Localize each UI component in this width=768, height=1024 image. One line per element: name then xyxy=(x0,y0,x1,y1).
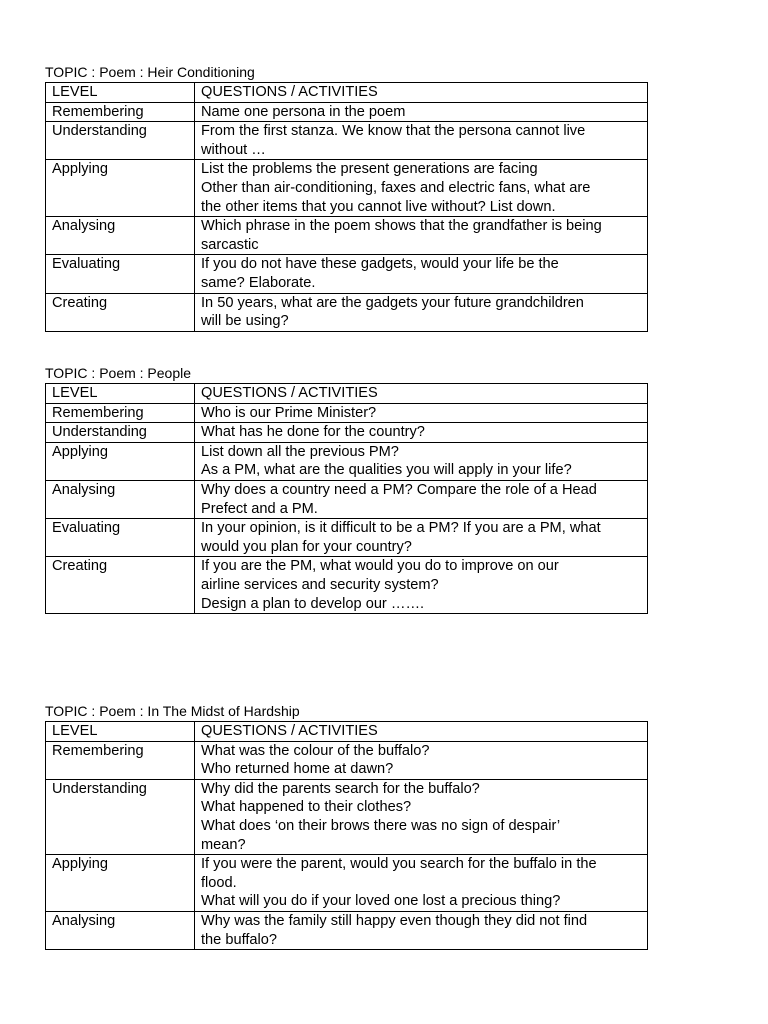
questions-table xyxy=(45,82,648,332)
topic-title: TOPIC : Poem : People xyxy=(45,365,192,381)
question-line: As a PM, what are the qualities you will apply in your life? xyxy=(201,462,572,479)
topic-section xyxy=(45,365,647,614)
level-column-header: LEVEL xyxy=(46,722,195,742)
question-line: Why does a country need a PM? Compare the role of a Head xyxy=(201,481,597,498)
question-line: mean? xyxy=(201,836,246,853)
table-header-row xyxy=(46,83,648,103)
table-row xyxy=(46,423,648,443)
question-line: airline services and security system? xyxy=(201,576,439,593)
question-cell xyxy=(195,423,648,443)
question-line: Why did the parents search for the buffalo? xyxy=(201,780,480,797)
table-row xyxy=(46,102,648,122)
question-line: Other than air-conditioning, faxes and electric fans, what are xyxy=(201,179,591,196)
level-cell: Understanding xyxy=(46,122,195,160)
questions-column-header: QUESTIONS / ACTIVITIES xyxy=(195,722,648,742)
level-cell: Creating xyxy=(46,293,195,331)
question-cell xyxy=(195,911,648,949)
question-line: List down all the previous PM? xyxy=(201,443,399,460)
table-row xyxy=(46,741,648,779)
table-row xyxy=(46,519,648,557)
table-row xyxy=(46,557,648,614)
question-cell xyxy=(195,102,648,122)
table-header-row xyxy=(46,722,648,742)
topic-title: TOPIC : Poem : Heir Conditioning xyxy=(45,64,255,80)
table-row xyxy=(46,255,648,293)
question-line: In your opinion, is it difficult to be a PM? If you are a PM, what xyxy=(201,520,601,537)
questions-column-header: QUESTIONS / ACTIVITIES xyxy=(195,83,648,103)
question-cell xyxy=(195,442,648,480)
table-row xyxy=(46,122,648,160)
question-cell xyxy=(195,160,648,217)
question-line: If you were the parent, would you search for the buffalo in the xyxy=(201,856,597,873)
table-row xyxy=(46,779,648,854)
question-line: What happened to their clothes? xyxy=(201,799,412,816)
question-cell xyxy=(195,557,648,614)
question-line: List the problems the present generations are facing xyxy=(201,161,538,178)
question-cell xyxy=(195,293,648,331)
question-line: If you do not have these gadgets, would your life be the xyxy=(201,256,559,273)
question-cell xyxy=(195,122,648,160)
questions-table xyxy=(45,383,648,614)
question-cell xyxy=(195,741,648,779)
question-line: the buffalo? xyxy=(201,931,278,948)
question-cell xyxy=(195,480,648,518)
level-cell: Analysing xyxy=(46,480,195,518)
topic-title: TOPIC : Poem : In The Midst of Hardship xyxy=(45,703,300,719)
question-line: Who returned home at dawn? xyxy=(201,761,394,778)
table-row xyxy=(46,911,648,949)
question-cell xyxy=(195,519,648,557)
level-cell: Applying xyxy=(46,855,195,912)
question-line: If you are the PM, what would you do to improve on our xyxy=(201,558,559,575)
question-line: without … xyxy=(201,141,266,158)
level-cell: Remembering xyxy=(46,403,195,423)
question-line: Prefect and a PM. xyxy=(201,500,318,517)
table-row xyxy=(46,403,648,423)
question-line: flood. xyxy=(201,874,237,891)
topic-section xyxy=(45,64,647,332)
table-row xyxy=(46,293,648,331)
table-header-row xyxy=(46,384,648,404)
question-line: What has he done for the country? xyxy=(201,424,425,441)
level-column-header: LEVEL xyxy=(46,384,195,404)
question-cell xyxy=(195,255,648,293)
question-line: same? Elaborate. xyxy=(201,274,316,291)
question-line: In 50 years, what are the gadgets your future grandchildren xyxy=(201,294,584,311)
question-line: What will you do if your loved one lost a precious thing? xyxy=(201,893,561,910)
table-row xyxy=(46,160,648,217)
questions-table xyxy=(45,721,648,950)
question-line: Name one persona in the poem xyxy=(201,103,406,120)
question-cell xyxy=(195,217,648,255)
level-cell: Analysing xyxy=(46,911,195,949)
level-cell: Creating xyxy=(46,557,195,614)
question-line: will be using? xyxy=(201,313,289,330)
table-row xyxy=(46,855,648,912)
level-cell: Evaluating xyxy=(46,255,195,293)
questions-column-header: QUESTIONS / ACTIVITIES xyxy=(195,384,648,404)
question-line: What does ‘on their brows there was no sign of despair’ xyxy=(201,817,561,834)
question-line: What was the colour of the buffalo? xyxy=(201,742,430,759)
question-line: the other items that you cannot live without? List down. xyxy=(201,198,556,215)
level-cell: Understanding xyxy=(46,779,195,854)
level-column-header: LEVEL xyxy=(46,83,195,103)
question-line: From the first stanza. We know that the persona cannot live xyxy=(201,123,586,140)
question-cell xyxy=(195,403,648,423)
table-row xyxy=(46,217,648,255)
level-cell: Analysing xyxy=(46,217,195,255)
topic-section xyxy=(45,703,647,950)
level-cell: Remembering xyxy=(46,102,195,122)
question-line: would you plan for your country? xyxy=(201,538,412,555)
level-cell: Understanding xyxy=(46,423,195,443)
level-cell: Evaluating xyxy=(46,519,195,557)
question-cell xyxy=(195,855,648,912)
level-cell: Applying xyxy=(46,442,195,480)
table-row xyxy=(46,442,648,480)
question-line: Design a plan to develop our ……. xyxy=(201,595,425,612)
question-line: Who is our Prime Minister? xyxy=(201,404,377,421)
table-row xyxy=(46,480,648,518)
question-line: Which phrase in the poem shows that the grandfather is being xyxy=(201,218,602,235)
question-line: sarcastic xyxy=(201,236,259,253)
question-cell xyxy=(195,779,648,854)
level-cell: Applying xyxy=(46,160,195,217)
question-line: Why was the family still happy even though they did not find xyxy=(201,912,588,929)
level-cell: Remembering xyxy=(46,741,195,779)
